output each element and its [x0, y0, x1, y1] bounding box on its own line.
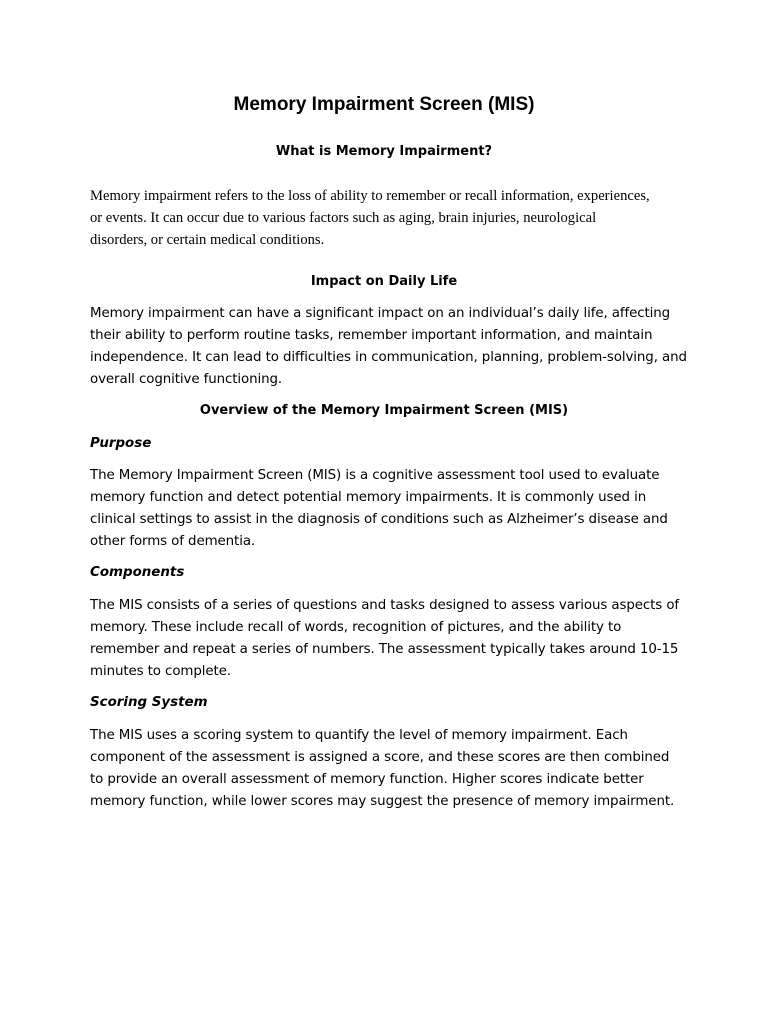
paragraph-line: or events. It can occur due to various factors such as aging, brain injuries, neurological [90, 210, 597, 226]
paragraph-line: disorders, or certain medical conditions. [90, 232, 325, 248]
paragraph-line: overall cognitive functioning. [90, 372, 283, 387]
paragraph-line: memory function, while lower scores may suggest the presence of memory impairment. [90, 794, 675, 809]
paragraph-line: other forms of dementia. [90, 534, 256, 549]
paragraph-scoring-system [90, 725, 690, 813]
page-title: Memory Impairment Screen (MIS) [233, 94, 535, 115]
heading-what-is-memory-impairment: What is Memory Impairment? [275, 144, 493, 159]
paragraph-line: The MIS uses a scoring system to quantify the level of memory impairment. Each [90, 728, 628, 743]
paragraph-line: minutes to complete. [90, 664, 231, 679]
paragraph-what-is-memory-impairment [90, 185, 680, 251]
paragraph-components [90, 595, 690, 683]
paragraph-line: Memory impairment can have a significant impact on an individual’s daily life, affecting [90, 306, 671, 321]
paragraph-line: to provide an overall assessment of memory function. Higher scores indicate better [90, 772, 644, 787]
paragraph-line: memory function and detect potential memory impairments. It is commonly used in [90, 490, 647, 505]
paragraph-line: their ability to perform routine tasks, remember important information, and maintain [90, 328, 653, 343]
paragraph-line: Memory impairment refers to the loss of ability to remember or recall information, experiences, [90, 188, 650, 204]
paragraph-line: The MIS consists of a series of questions and tasks designed to assess various aspects of [90, 598, 680, 613]
paragraph-impact-on-daily-life [90, 303, 690, 391]
paragraph-line: independence. It can lead to difficulties in communication, planning, problem-solving, and [90, 350, 687, 365]
heading-purpose: Purpose [90, 436, 152, 451]
paragraph-line: The Memory Impairment Screen (MIS) is a cognitive assessment tool used to evaluate [90, 468, 660, 483]
heading-scoring-system: Scoring System [90, 695, 208, 710]
heading-components: Components [90, 565, 185, 580]
paragraph-line: component of the assessment is assigned a score, and these scores are then combined [90, 750, 670, 765]
paragraph-line: clinical settings to assist in the diagnosis of conditions such as Alzheimer’s disease and [90, 512, 668, 527]
heading-impact-on-daily-life: Impact on Daily Life [310, 274, 458, 289]
heading-overview-of-mis: Overview of the Memory Impairment Screen (MIS) [199, 403, 569, 418]
paragraph-purpose [90, 465, 690, 553]
paragraph-line: remember and repeat a series of numbers. The assessment typically takes around 10-15 [90, 642, 679, 657]
paragraph-line: memory. These include recall of words, recognition of pictures, and the ability to [90, 620, 622, 635]
